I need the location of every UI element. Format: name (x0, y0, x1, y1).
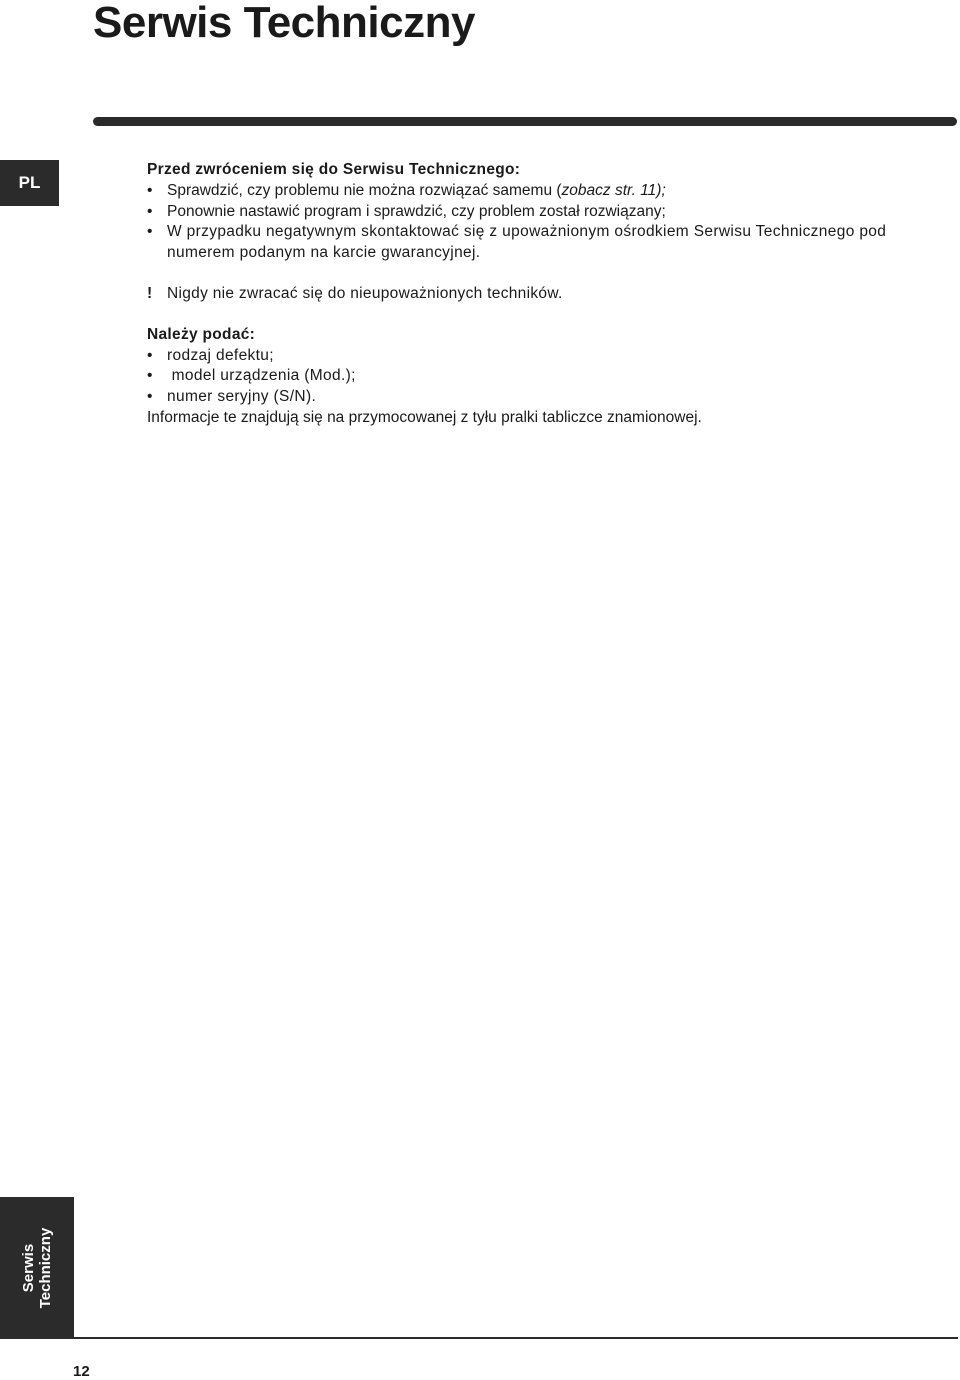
list-item (147, 346, 947, 367)
rating-plate-note: Informacje te znajdują się na przymocowanej z tyłu pralki tabliczce znamionowej. (147, 408, 702, 426)
warning-text: Nigdy nie zwracać się do nieupoważnionych techników. (167, 284, 563, 302)
section-heading-before-service: Przed zwróceniem się do Serwisu Technicznego: (147, 161, 521, 178)
required-info-list (147, 346, 947, 408)
list-item-text: W przypadku negatywnym skontaktować się z upoważnionym ośrodkiem Serwisu Technicznego pod numerem podanym na karcie gwarancyjnej. (167, 223, 887, 262)
list-item-text: Ponownie nastawić program i sprawdzić, czy problem został rozwiązany; (167, 202, 666, 220)
list-item (147, 222, 947, 264)
list-item-text: numer seryjny (S/N). (167, 388, 317, 406)
list-item (147, 387, 947, 408)
footer-divider (74, 1337, 958, 1339)
warning-note (147, 284, 947, 305)
language-tab: PL (0, 160, 59, 206)
warning-icon: ! (147, 284, 153, 302)
checklist-before-service (147, 181, 947, 264)
list-item-text: rodzaj defektu; (167, 346, 274, 364)
section-heading-required-info: Należy podać: (147, 325, 256, 343)
list-item (147, 366, 947, 387)
page-reference: zobacz str. 11); (561, 181, 666, 199)
list-item-text: Sprawdzić, czy problemu nie można rozwiązać samemu ( (167, 181, 562, 199)
page-number: 12 (73, 1363, 90, 1380)
page-title: Serwis Techniczny (93, 0, 475, 47)
sidebar-label-line2: Techniczny (37, 1227, 54, 1309)
main-content (147, 160, 947, 429)
title-divider (93, 117, 957, 126)
section-sidebar-tab (0, 1197, 74, 1339)
required-info-section (147, 325, 947, 429)
list-item (147, 202, 947, 223)
sidebar-label (20, 1228, 54, 1309)
list-item-text: model urządzenia (Mod.); (167, 367, 356, 385)
list-item (147, 181, 947, 202)
sidebar-label-line1: Serwis (20, 1243, 37, 1293)
